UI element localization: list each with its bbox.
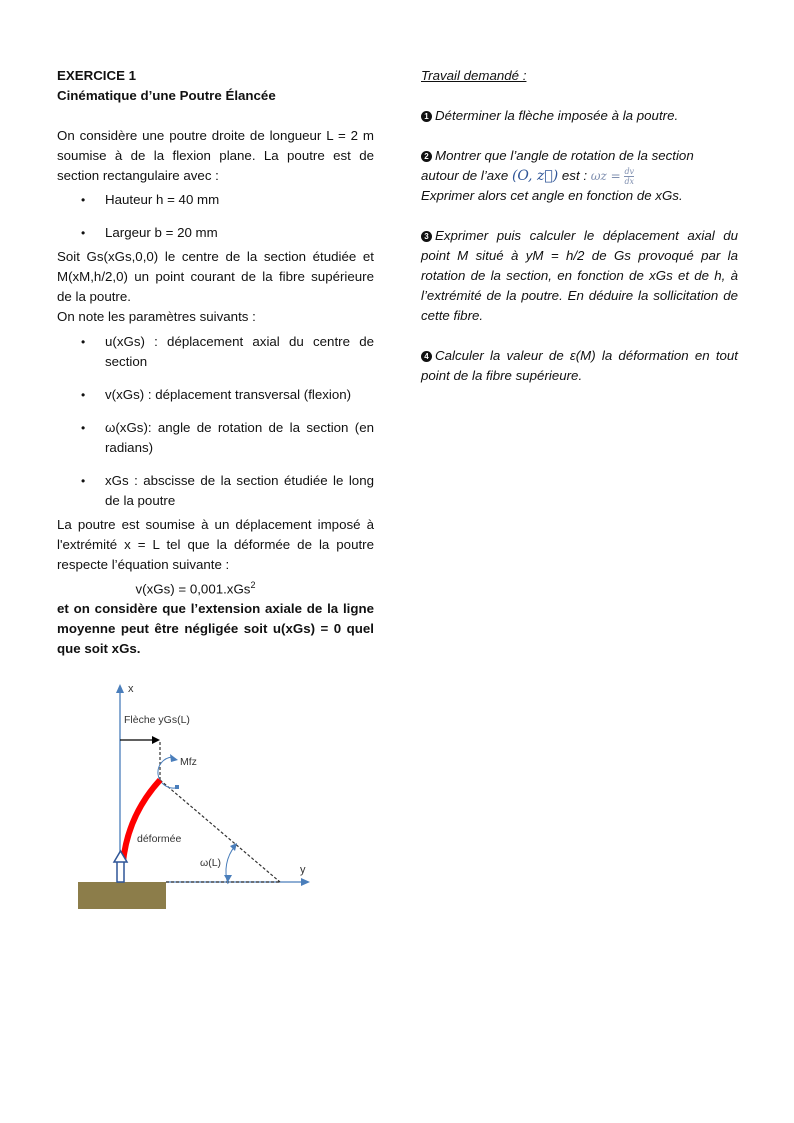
- angle-label: ω(L): [200, 857, 222, 869]
- number-2-icon: 2: [421, 151, 432, 162]
- x-axis-label: x: [128, 683, 134, 695]
- list-item: • Largeur b = 20 mm: [57, 223, 374, 243]
- exercise-label: EXERCICE 1: [57, 68, 137, 83]
- axis-oz-formula: (O, z⃗): [511, 168, 559, 184]
- fleche-arrow-icon: [152, 736, 160, 744]
- fraction-denominator: dx: [624, 176, 635, 186]
- deflection-equation: [57, 575, 374, 599]
- question-3-text: Exprimer puis calculer le déplacement axial du point M situé à yM = h/2 de Gs provoqué par la rotation de la section, en fonction de xGs et de h, à l’extrémité de la poutre. En déduire la sollicitation de cette fibre.: [421, 228, 738, 323]
- axial-extension-note: et on considère que l’extension axiale de la ligne moyenne peut être négligée soit u(xGs) = 0 quel que soit xGs.: [57, 601, 374, 657]
- fraction-numerator: dv: [624, 166, 635, 176]
- beam-deflection-diagram: [70, 680, 320, 915]
- y-axis-arrow-icon: [301, 878, 310, 886]
- question-2-line1: Montrer que l’angle de rotation de la section: [435, 148, 694, 163]
- dv-dx-fraction: [624, 167, 634, 186]
- section-dimensions-list: [57, 190, 374, 243]
- question-1-text: Déterminer la flèche imposée à la poutre.: [435, 108, 679, 123]
- omega-formula: ωz =: [590, 169, 621, 183]
- work-heading: Travail demandé :: [421, 68, 527, 83]
- equation-exponent: 2: [250, 580, 256, 590]
- y-axis-label: y: [300, 864, 306, 876]
- question-2-line3: Exprimer alors cet angle en fonction de xGs.: [421, 188, 683, 203]
- list-item: • xGs : abscisse de la section étudiée le long de la poutre: [57, 471, 374, 511]
- moment-label: Mfz: [180, 756, 197, 768]
- question-2-line2: autour de l’axe: [421, 168, 509, 183]
- fleche-label: Flèche yGs(L): [124, 714, 190, 726]
- x-axis-arrow-icon: [116, 684, 124, 693]
- moment-arrow-icon: [170, 754, 178, 762]
- question-2: [421, 146, 738, 206]
- question-2-est: est :: [561, 168, 588, 183]
- displacement-paragraph: La poutre est soumise à un déplacement imposé à l'extrémité x = L tel que la déformée de la poutre respecte l’équation suivante :: [57, 517, 374, 572]
- number-1-icon: 1: [421, 111, 432, 122]
- equation-text: v(xGs) = 0,001.xGs: [135, 581, 251, 597]
- list-item: • v(xGs) : déplacement transversal (flexion): [57, 385, 374, 405]
- list-item: • ω(xGs): angle de rotation de la section (en radians): [57, 418, 374, 458]
- angle-arrow-icon: [230, 843, 237, 851]
- points-definition: Soit Gs(xGs,0,0) le centre de la section étudiée et M(xM,h/2,0) un point courant de la fibre supérieure de la poutre.: [57, 249, 374, 304]
- question-4-text: Calculer la valeur de ε(M) la déformation en tout point de la fibre supérieure.: [421, 348, 738, 383]
- work-requested: [421, 66, 738, 386]
- number-4-icon: 4: [421, 351, 432, 362]
- exercise-title: Cinématique d’une Poutre Élancée: [57, 88, 276, 103]
- deformed-beam: [123, 780, 160, 862]
- list-item: • Hauteur h = 40 mm: [57, 190, 374, 210]
- question-1: [421, 106, 738, 126]
- question-4: [421, 346, 738, 386]
- exercise-statement: [57, 66, 374, 659]
- ground-support: [78, 882, 166, 909]
- list-item: • u(xGs) : déplacement axial du centre de section: [57, 332, 374, 372]
- intro-paragraph: On considère une poutre droite de longueur L = 2 m soumise à de la flexion plane. La poutre est de section rectangulaire avec :: [57, 128, 374, 183]
- question-3: [421, 226, 738, 326]
- number-3-icon: 3: [421, 231, 432, 242]
- parameters-intro: On note les paramètres suivants :: [57, 309, 256, 324]
- deformee-label: déformée: [137, 833, 182, 845]
- parameters-list: [57, 332, 374, 511]
